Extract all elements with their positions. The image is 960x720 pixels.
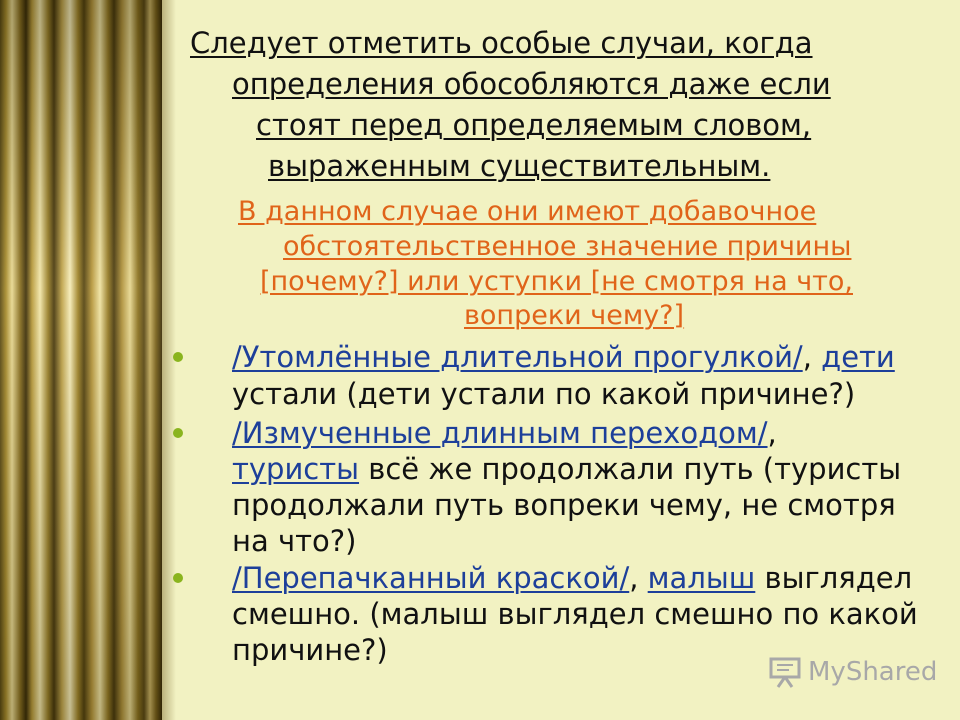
bullet-3-line-1 xyxy=(232,561,912,595)
subtitle-line-3: [почему?] или уступки [не смотря на что, xyxy=(260,266,853,297)
subtitle-line-4: вопреки чему?] xyxy=(464,300,685,331)
bullet-2-line-1 xyxy=(232,416,777,450)
bullet-2-line-4: на что?) xyxy=(232,524,357,558)
bullet-1-comma: , xyxy=(802,340,812,374)
bullet-1-icon xyxy=(173,352,183,362)
bullet-2-definition: /Измученные длинным переходом/ xyxy=(232,416,768,450)
title-line-3: стоят перед определяемым словом, xyxy=(256,108,812,142)
subtitle-line-1: В данном случае они имеют добавочное xyxy=(238,196,817,227)
title-line-1: Следует отметить особые случаи, когда xyxy=(190,26,813,60)
bullet-1-line-2: устали (дети устали по какой причине?) xyxy=(232,377,856,411)
bullet-3-comma: , xyxy=(629,561,639,595)
bullet-3-noun: малыш xyxy=(647,561,756,595)
bullet-1-definition: /Утомлённые длительной прогулкой/ xyxy=(232,340,803,374)
bullet-1-line-1 xyxy=(232,340,895,374)
watermark-logo xyxy=(768,655,937,689)
title-line-4: выраженным существительным. xyxy=(268,149,771,183)
subtitle-line-2: обстоятельственное значение причины xyxy=(283,231,852,262)
bullet-2-icon xyxy=(173,428,183,438)
watermark-text: MyShared xyxy=(808,657,938,687)
bullet-3-line-2: смешно. (малыш выглядел смешно по какой xyxy=(232,597,918,631)
bullet-2-line-3: продолжали путь вопреки чему, не смотря xyxy=(232,488,896,522)
bullet-3-line-3: причине?) xyxy=(232,633,388,667)
bullet-1-noun: дети xyxy=(821,340,895,374)
bullet-3-rest: выглядел xyxy=(764,561,913,595)
bullet-2-line-2 xyxy=(232,452,901,486)
bullet-3-definition: /Перепачканный краской/ xyxy=(232,561,630,595)
presentation-board-icon xyxy=(768,655,802,689)
bullet-2-rest: всё же продолжали путь (туристы xyxy=(368,452,902,486)
bullet-3-icon xyxy=(173,573,183,583)
bullet-2-noun: туристы xyxy=(232,452,360,486)
bullet-2-comma: , xyxy=(767,416,777,450)
decorative-curtain-stripes xyxy=(0,0,162,720)
title-line-2: определения обособляются даже если xyxy=(232,67,831,101)
